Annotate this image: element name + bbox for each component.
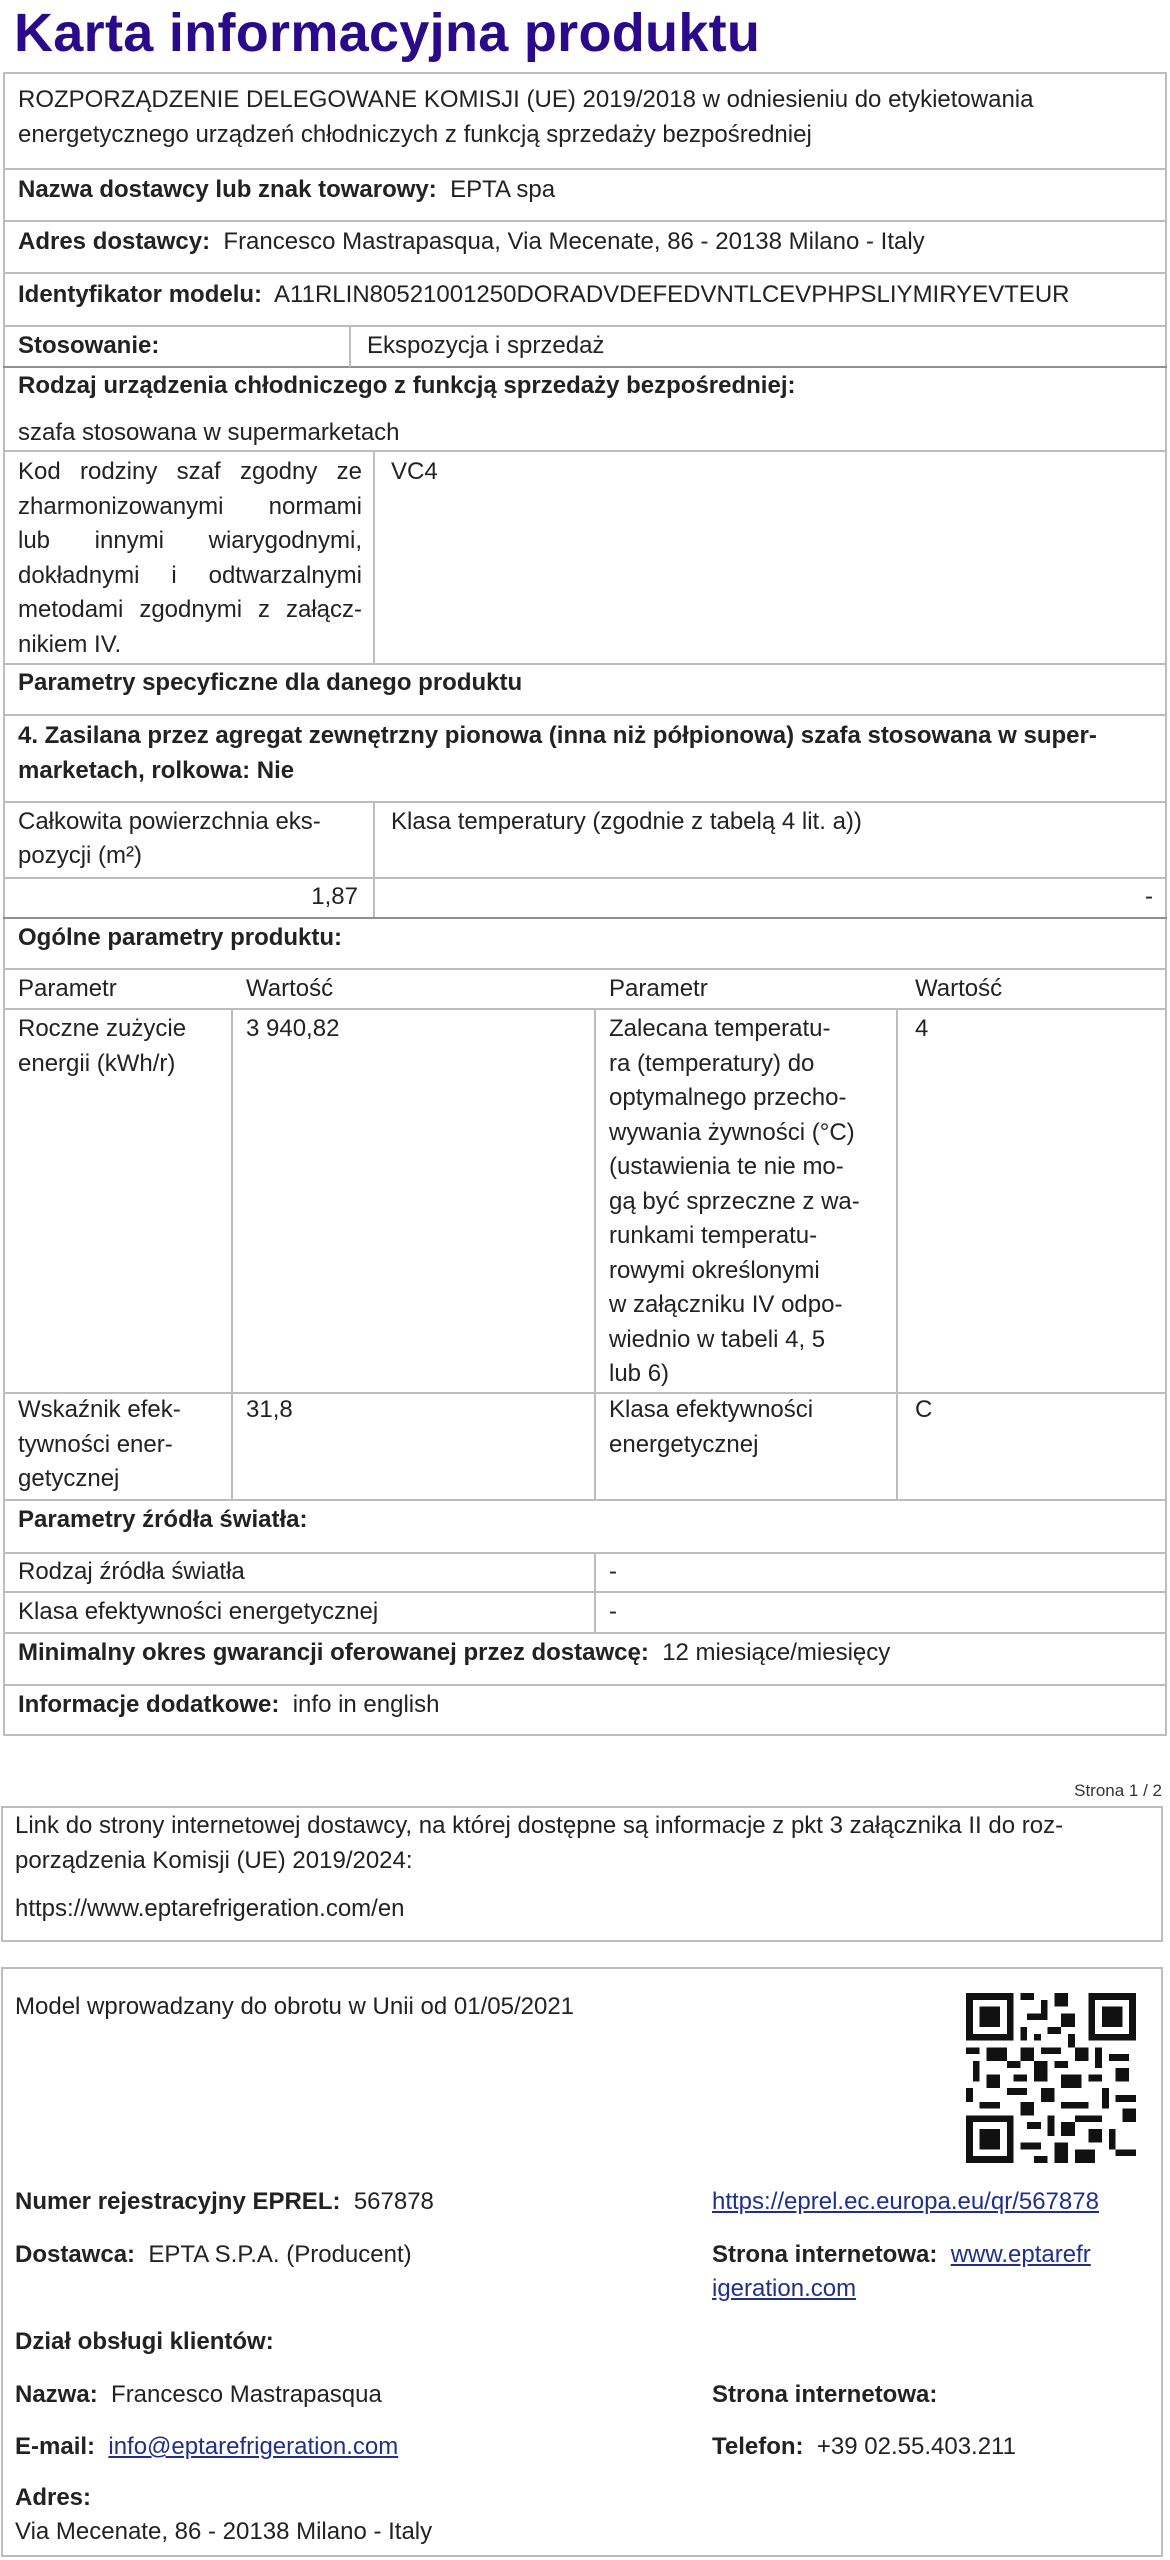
divider (3, 450, 1167, 452)
divider (3, 272, 1167, 274)
supplier-name-value: EPTA spa (450, 176, 556, 203)
market-date: Model wprowadzany do obrotu w Unii od 01/05/2021 (15, 1993, 575, 2020)
column-divider (373, 801, 375, 917)
annual-energy-value: 3 940,82 (246, 1015, 340, 1042)
efficiency-class-label: Klasa efektywności energetycznej (609, 1396, 814, 1458)
product-category: 4. Zasilana przez agregat zewnętrzny pionowa (inna niż półpionowa) szafa stosowana w super- marketach, rolkowa: Nie (18, 722, 1097, 784)
divider (3, 1632, 1167, 1634)
divider (3, 1499, 1167, 1501)
warranty-row (18, 1636, 890, 1669)
application-value: Ekspozycja i sprzedaż (367, 332, 605, 359)
cs-phone-row (712, 2430, 1016, 2463)
divider (3, 877, 1167, 879)
cs-address-label: Adres: (15, 2484, 92, 2511)
additional-info-label: Informacje dodatkowe: (18, 1691, 280, 1718)
column-divider (594, 1552, 596, 1632)
cs-website-label: Strona internetowa: (712, 2381, 938, 2408)
model-id-value: A11RLIN80521001250DORADVDEFEDVNTLCEVPHPSLIYMIRYEVTEUR (274, 281, 1070, 308)
eei-value: 31,8 (246, 1396, 293, 1423)
column-divider (373, 450, 375, 663)
page-title: Karta informacyjna produktu (14, 3, 761, 63)
supplier-label: Dostawca: (15, 2241, 136, 2268)
regulation-text: ROZPORZĄDZENIE DELEGOWANE KOMISJI (UE) 2019/2018 w odniesieniu do etykietowania energetycznego urządzeń chłodniczych z funkcją sprzedaży bezpośredniej (18, 86, 1034, 148)
eprel-row (15, 2185, 434, 2218)
divider (3, 1552, 1167, 1554)
supplier-address-row (18, 225, 925, 258)
column-divider (349, 325, 351, 367)
supplier-name-label: Nazwa dostawcy lub znak towarowy: (18, 176, 437, 203)
warranty-value: 12 miesiące/miesięcy (662, 1639, 891, 1666)
divider (3, 168, 1167, 170)
light-type-value: - (609, 1558, 617, 1585)
divider (3, 1591, 1167, 1593)
supplier-row (15, 2238, 412, 2271)
efficiency-class-value: C (915, 1396, 933, 1423)
device-type-value: szafa stosowana w supermarketach (18, 419, 400, 446)
supplier-name-row (18, 173, 555, 206)
supplier-address-label: Adres dostawcy: (18, 228, 211, 255)
specific-params-title: Parametry specyficzne dla danego produktu (18, 669, 523, 696)
column-divider (594, 1008, 596, 1500)
cs-email-link[interactable]: info@eptarefrigeration.com (108, 2433, 399, 2460)
family-code-value: VC4 (391, 458, 438, 485)
light-class-label: Klasa efektywności energetycznej (18, 1598, 379, 1625)
qr-code-icon[interactable] (966, 1993, 1136, 2163)
model-id-label: Identyfikator modelu: (18, 281, 263, 308)
divider (3, 801, 1167, 803)
device-type-label: Rodzaj urządzenia chłodniczego z funkcją sprzedaży bezpośredniej: (18, 372, 796, 399)
additional-info-value: info in english (292, 1691, 440, 1718)
additional-info-row (18, 1688, 439, 1721)
display-area-value: 1,87 (311, 883, 358, 910)
temperature-class-value: - (1145, 883, 1153, 910)
cs-email-row (15, 2430, 398, 2463)
temperature-class-label: Klasa temperatury (zgodnie z tabelą 4 lit. a)) (391, 808, 862, 835)
cs-name-row (15, 2378, 382, 2411)
page-number: Strona 1 / 2 (1074, 1781, 1162, 1800)
website-link[interactable]: www.eptarefr (950, 2241, 1091, 2268)
supplier-value: EPTA S.P.A. (Producent) (148, 2241, 412, 2268)
supplier-address-value: Francesco Mastrapasqua, Via Mecenate, 86 - 20138 Milano - Italy (223, 228, 925, 255)
cs-email-label: E-mail: (15, 2433, 96, 2460)
model-id-row (18, 278, 1069, 311)
divider (3, 663, 1167, 665)
cs-phone-value: +39 02.55.403.211 (816, 2433, 1016, 2460)
general-params-title: Ogólne parametry produktu: (18, 924, 343, 951)
divider (3, 714, 1167, 716)
cs-address-value: Via Mecenate, 86 - 20138 Milano - Italy (15, 2518, 433, 2545)
eprel-link[interactable]: https://eprel.ec.europa.eu/qr/567878 (712, 2188, 1099, 2215)
customer-service-title: Dział obsługi klientów: (15, 2328, 274, 2355)
eprel-label: Numer rejestracyjny EPREL: (15, 2188, 341, 2215)
divider (3, 220, 1167, 222)
annual-energy-label: Roczne zużycie energii (kWh/r) (18, 1015, 187, 1077)
eprel-value: 567878 (353, 2188, 434, 2215)
table-header-parameter: Parametr (609, 975, 708, 1002)
divider (3, 968, 1167, 970)
cs-name-label: Nazwa: (15, 2381, 98, 2408)
application-label: Stosowanie: (18, 332, 160, 359)
warranty-label: Minimalny okres gwarancji oferowanej przez dostawcę: (18, 1639, 649, 1666)
recommended-temperature-label: Zalecana temperatu- ra (temperatury) do optymalnego przecho- wywania żywności (°C) (ustawienia te nie mo- gą być sprzeczne z wa- runkami temperatu- rowymi określonymi w załączniku IV odpo- wiednio w tabeli 4, 5 lub 6) (609, 1015, 860, 1387)
cs-phone-label: Telefon: (712, 2433, 804, 2460)
table-header-value: Wartość (915, 975, 1003, 1002)
table-header-parameter: Parametr (18, 975, 117, 1002)
supplier-link-text: Link do strony internetowej dostawcy, na której dostępne są informacje z pkt 3 załącznika II do roz- porządzenia Komisji (UE) 2019/2024: (15, 1812, 1064, 1874)
divider (3, 1684, 1167, 1686)
website-row (712, 2238, 1091, 2271)
divider (3, 366, 1167, 368)
recommended-temperature-value: 4 (915, 1015, 929, 1042)
cs-name-value: Francesco Mastrapasqua (111, 2381, 382, 2408)
column-divider (896, 1008, 898, 1500)
divider (3, 325, 1167, 327)
divider (3, 917, 1167, 919)
light-type-label: Rodzaj źródła światła (18, 1558, 245, 1585)
table-header-value: Wartość (246, 975, 334, 1002)
website-link-continued[interactable]: igeration.com (712, 2275, 857, 2302)
light-class-value: - (609, 1598, 617, 1625)
eei-label: Wskaźnik efek- tywności ener- getycznej (18, 1396, 181, 1492)
column-divider (231, 1008, 233, 1500)
supplier-link-url[interactable]: https://www.eptarefrigeration.com/en (15, 1895, 405, 1922)
family-code-label: Kod rodziny szaf zgodny ze zharmonizowanymi normami lub innymi wiarygodnymi, dokładnymi i odtwarzalnymi metodami zgodnymi z załącz- nikiem IV. (18, 458, 362, 658)
website-label: Strona internetowa: (712, 2241, 938, 2268)
display-area-label: Całkowita powierzchnia eks- pozycji (m²) (18, 808, 321, 869)
light-source-title: Parametry źródła światła: (18, 1506, 308, 1533)
divider (3, 1008, 1167, 1010)
